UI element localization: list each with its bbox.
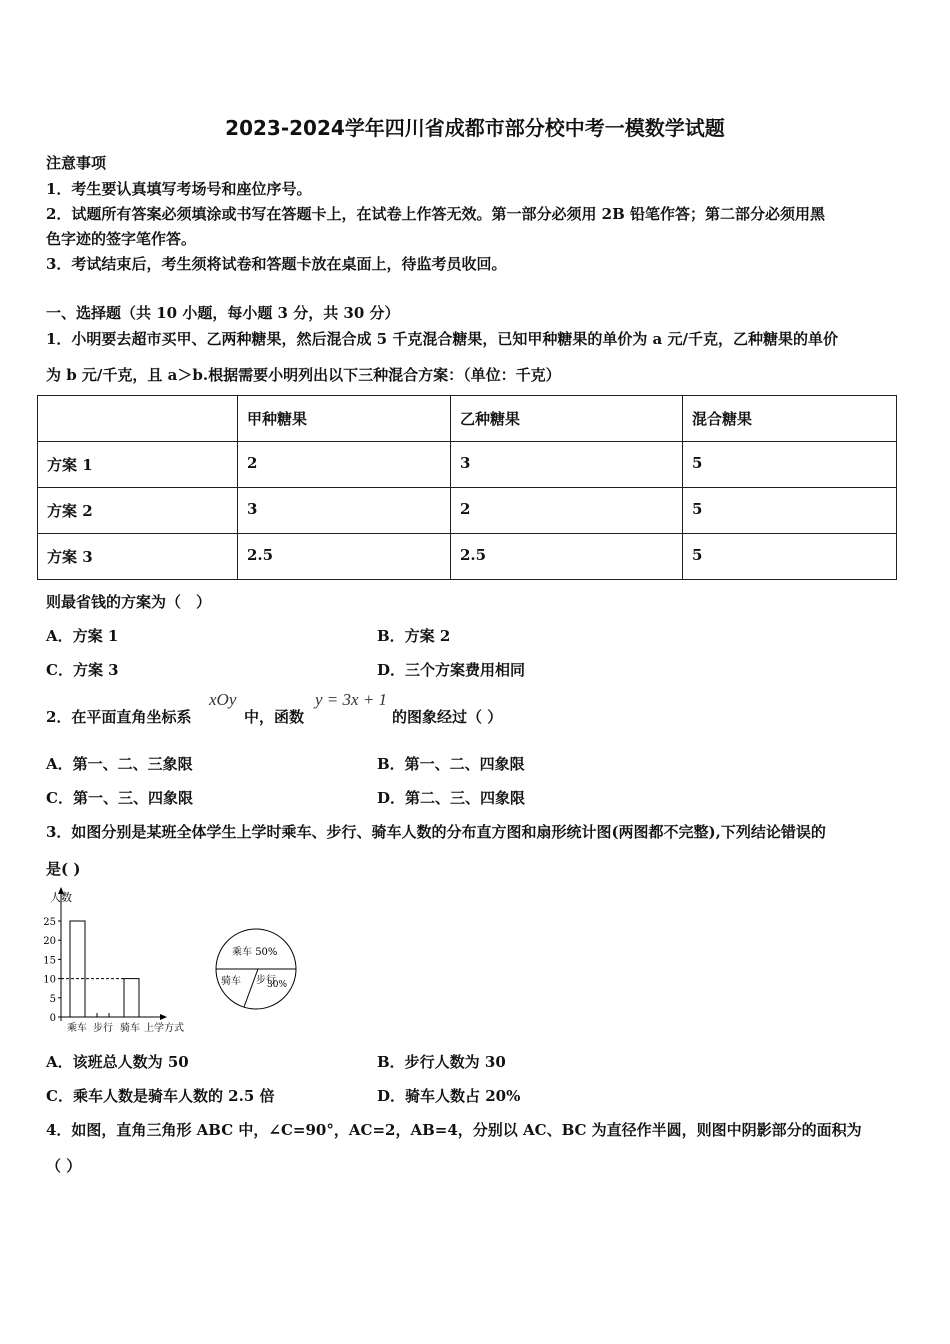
x-tick-label: 乘车: [67, 1023, 87, 1034]
table-cell: 3: [451, 442, 683, 488]
q2-text: 2．在平面直角坐标系: [46, 708, 192, 726]
table-cell: 2: [238, 442, 451, 488]
x-axis-arrow: [160, 1014, 167, 1020]
q2-text: 的图象经过（ ）: [392, 708, 503, 726]
q4-text: （ ）: [46, 1157, 82, 1175]
pie-label-ride: 乘车 50%: [232, 947, 278, 958]
q3-text: 3．如图分别是某班全体学生上学时乘车、步行、骑车人数的分布直方图和扇形统计图(两图都不完整),下列结论错误的: [46, 823, 826, 841]
q2-math-function: y = 3x + 1: [315, 690, 388, 709]
option-a: A．第一、二、三象限: [46, 755, 193, 773]
table-cell: 5: [683, 488, 897, 534]
page-title: 2023-2024学年四川省成都市部分校中考一模数学试题: [225, 116, 725, 140]
option-d: D．骑车人数占 20%: [377, 1087, 521, 1105]
q2-text: 中，函数: [244, 708, 305, 726]
table-cell: 方案 3: [38, 534, 238, 580]
table-cell: 2.5: [238, 534, 451, 580]
table-cell: 方案 1: [38, 442, 238, 488]
notice-item: 3．考试结束后，考生须将试卷和答题卡放在桌面上，待监考员收回。: [46, 255, 507, 273]
option-c: C．第一、三、四象限: [46, 789, 193, 807]
option-b: B．步行人数为 30: [377, 1053, 506, 1071]
q1-table: [37, 395, 897, 580]
pie-value-walk: 30%: [267, 980, 288, 990]
x-axis-label: 上学方式: [144, 1023, 184, 1034]
pie-label-walk: 步行: [256, 975, 276, 986]
y-tick-label: 10: [43, 974, 56, 986]
table-cell: 甲种糖果: [238, 396, 451, 442]
table-row: [38, 442, 897, 488]
bar: [124, 979, 139, 1017]
bar: [70, 921, 85, 1017]
x-tick-label: 步行: [93, 1023, 113, 1034]
q4-text: 4．如图，直角三角形 ABC 中，∠C=90°，AC=2，AB=4，分别以 AC、BC 为直径作半圆，则图中阴影部分的面积为: [46, 1121, 862, 1139]
notice-item: 色字迹的签字笔作答。: [46, 230, 197, 248]
y-tick-label: 5: [49, 993, 56, 1005]
table-cell: 5: [683, 534, 897, 580]
table-header-row: [38, 396, 897, 442]
q1-stem: 则最省钱的方案为（ ）: [46, 593, 212, 611]
q2-math-system: xOy: [209, 690, 237, 709]
notice-item: 2．试题所有答案必须填涂或书写在答题卡上，在试卷上作答无效。第一部分必须用 2B 铅笔作答；第二部分必须用黑: [46, 205, 826, 223]
table-cell: 5: [683, 442, 897, 488]
y-tick-label: 25: [43, 917, 56, 928]
option-c: C．乘车人数是骑车人数的 2.5 倍: [46, 1087, 275, 1105]
option-c: C．方案 3: [46, 661, 119, 679]
option-b: B．第一、二、四象限: [377, 755, 525, 773]
section-heading: 一、选择题（共 10 小题，每小题 3 分，共 30 分）: [46, 304, 400, 322]
option-b: B．方案 2: [377, 627, 451, 645]
table-row: [38, 534, 897, 580]
table-cell: [38, 396, 238, 442]
option-a: A．该班总人数为 50: [46, 1053, 189, 1071]
y-tick-label: 20: [43, 936, 56, 948]
y-tick-label: 15: [43, 955, 56, 967]
y-axis-label: 人数: [50, 891, 72, 904]
table-cell: 2.5: [451, 534, 683, 580]
table-row: [38, 488, 897, 534]
pie-label-bike: 骑车: [221, 976, 241, 987]
option-d: D．三个方案费用相同: [377, 661, 526, 679]
q1-text: 为 b 元/千克，且 a＞b.根据需要小明列出以下三种混合方案：（单位：千克）: [46, 366, 561, 384]
q3-figure: [40, 880, 310, 1040]
table-cell: 3: [238, 488, 451, 534]
table-cell: 混合糖果: [683, 396, 897, 442]
y-tick-label: 0: [49, 1013, 56, 1024]
q1-text: 1．小明要去超市买甲、乙两种糖果，然后混合成 5 千克混合糖果，已知甲种糖果的单价为 a 元/千克，乙种糖果的单价: [46, 330, 838, 348]
table-cell: 乙种糖果: [451, 396, 683, 442]
table-cell: 2: [451, 488, 683, 534]
option-a: A．方案 1: [46, 627, 119, 645]
notice-heading: 注意事项: [46, 154, 107, 172]
option-d: D．第二、三、四象限: [377, 789, 526, 807]
x-tick-label: 骑车: [120, 1023, 140, 1034]
notice-item: 1．考生要认真填写考场号和座位序号。: [46, 180, 312, 198]
table-cell: 方案 2: [38, 488, 238, 534]
q3-text: 是( ): [46, 860, 81, 878]
